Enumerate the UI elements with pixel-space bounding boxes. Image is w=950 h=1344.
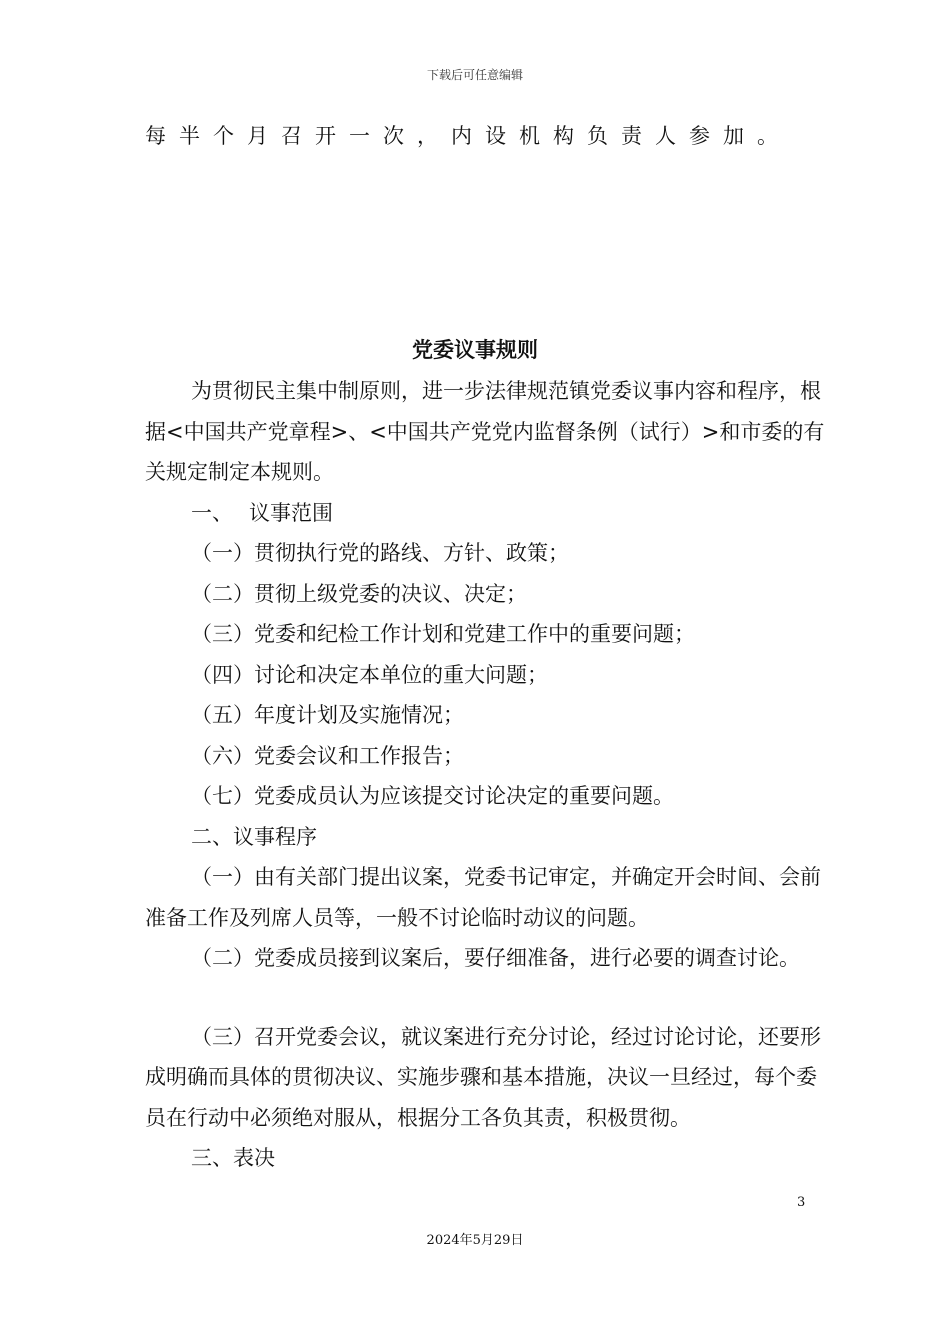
intro-paragraph: 为贯彻民主集中制原则，进一步法律规范镇党委议事内容和程序，根据<中国共产党章程>、<中国共产党党内监督条例（试行）>和市委的有关规定制定本规则。 bbox=[145, 379, 825, 484]
procedure-item: （二）党委成员接到议案后，要仔细准备，进行必要的调查讨论。 bbox=[191, 946, 800, 970]
scope-item: （三）党委和纪检工作计划和党建工作中的重要问题； bbox=[191, 622, 695, 646]
footer-date: 2024年5月29日 bbox=[426, 1233, 524, 1248]
section-heading-procedure: 二、议事程序 bbox=[191, 824, 317, 849]
section-number: 一、 bbox=[191, 500, 233, 525]
document-body bbox=[145, 371, 825, 1179]
paragraph-gap bbox=[145, 979, 825, 1017]
header-note: 下载后可任意编辑 bbox=[426, 68, 523, 82]
procedure-item: （一）由有关部门提出议案，党委书记审定，并确定开会时间、会前准备工作及列席人员等，一般不讨论临时动议的问题。 bbox=[145, 865, 821, 930]
document-title: 党委议事规则 bbox=[412, 338, 538, 362]
scope-item: （六）党委会议和工作报告； bbox=[191, 743, 464, 768]
section-heading-voting: 三、表决 bbox=[191, 1146, 275, 1170]
scope-item: （四）讨论和决定本单位的重大问题； bbox=[191, 662, 548, 687]
section-heading-text: 议事范围 bbox=[249, 500, 333, 525]
scope-item: （七）党委成员认为应该提交讨论决定的重要问题。 bbox=[191, 784, 674, 808]
scope-item: （一）贯彻执行党的路线、方针、政策； bbox=[191, 541, 569, 565]
section-heading-scope bbox=[145, 493, 825, 534]
scope-item: （五）年度计划及实施情况； bbox=[191, 703, 464, 727]
procedure-item: （三）召开党委会议，就议案进行充分讨论，经过讨论讨论，还要形成明确而具体的贯彻决议、实施步骤和基本措施，决议一旦经过，每个委员在行动中必须绝对服从，根据分工各负其责，积极贯彻。 bbox=[145, 1024, 821, 1130]
page-number: 3 bbox=[797, 1195, 806, 1210]
carryover-line: 每半个月召开一次，内设机构负责人参加。 bbox=[145, 124, 791, 148]
scope-item: （二）贯彻上级党委的决议、决定； bbox=[191, 581, 527, 606]
